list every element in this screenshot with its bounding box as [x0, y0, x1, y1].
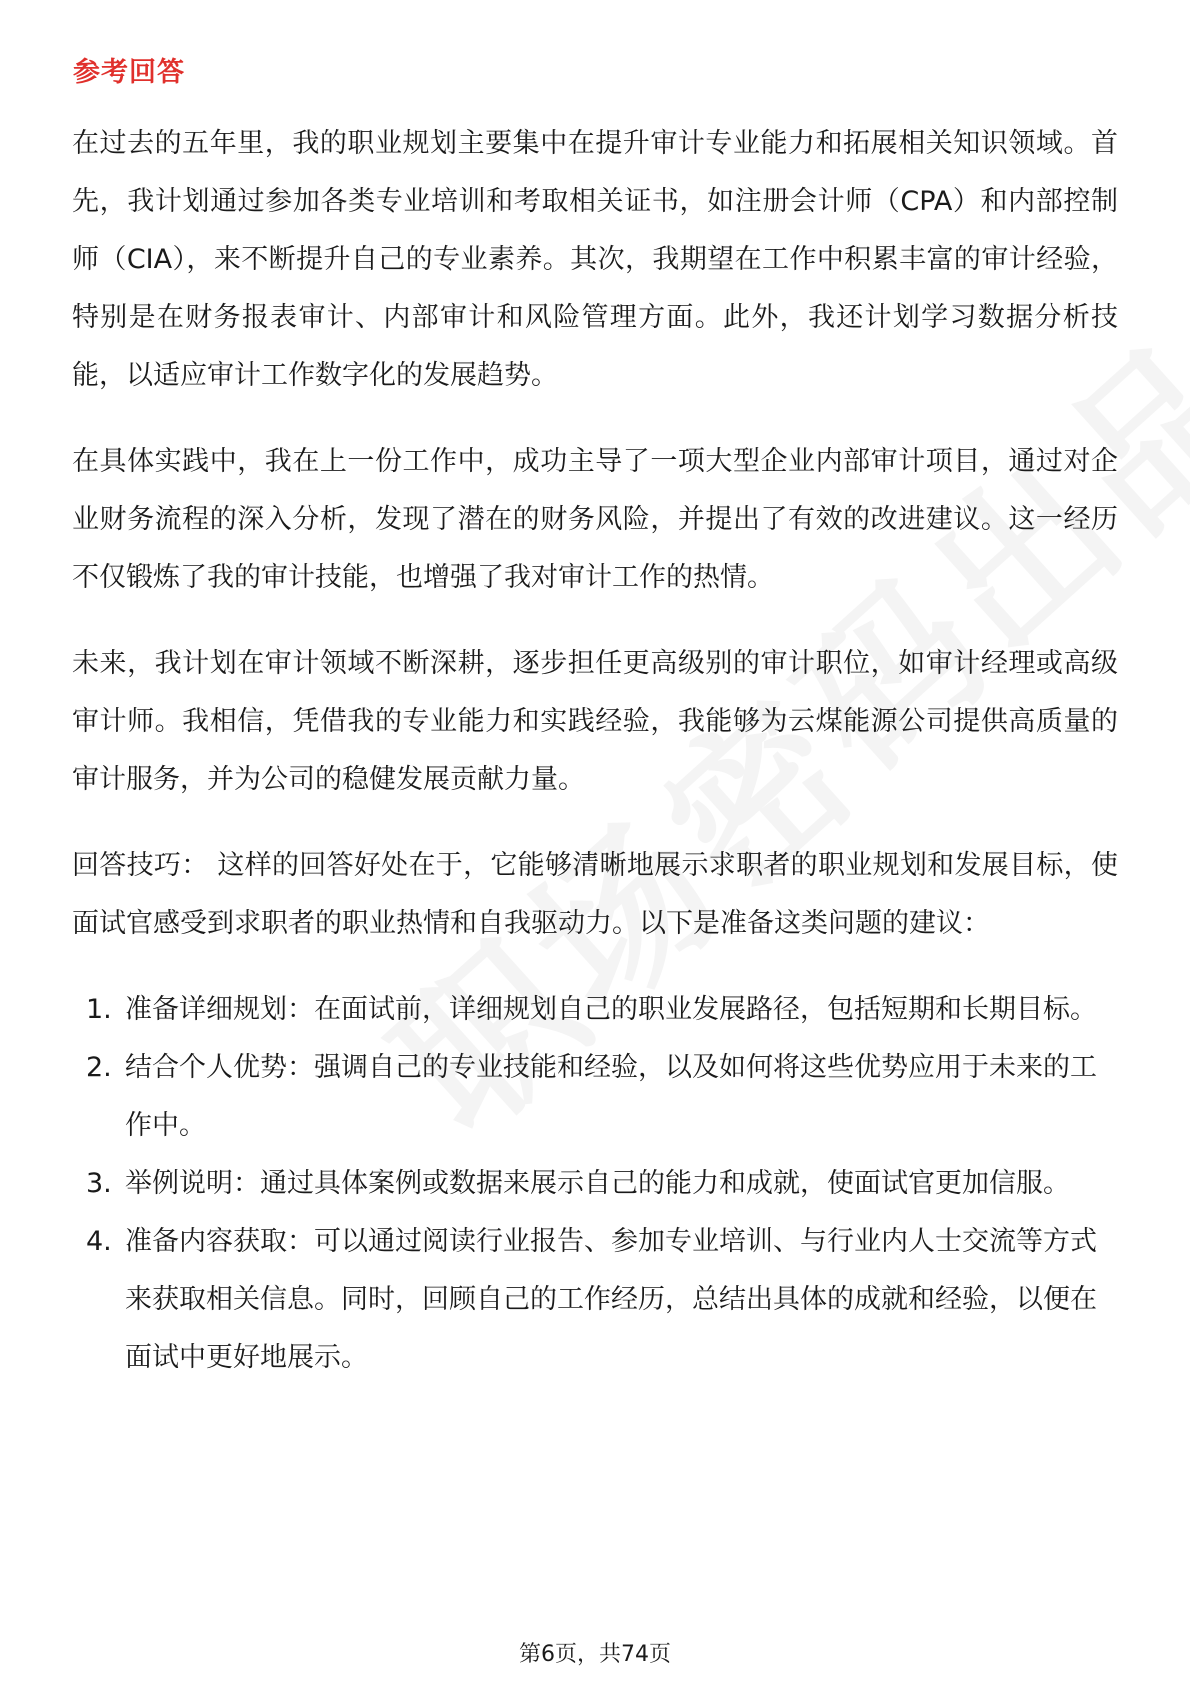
list-item-text: 准备内容获取：可以通过阅读行业报告、参加专业培训、与行业内人士交流等方式来获取相关信息。同时，回顾自己的工作经历，总结出具体的成就和经验，以便在面试中更好地展示。 — [125, 1226, 1097, 1373]
list-item-number: 3. — [86, 1168, 112, 1199]
list-item — [72, 1155, 1118, 1213]
list-item-text: 结合个人优势：强调自己的专业技能和经验，以及如何将这些优势应用于未来的工作中。 — [125, 1052, 1097, 1141]
tips-list — [72, 981, 1118, 1387]
page-number-footer: 第6页，共74页 — [519, 1642, 671, 1667]
list-item-number: 2. — [86, 1052, 112, 1083]
answer-content — [72, 115, 1118, 1387]
paragraph-answer-tips: 回答技巧： 这样的回答好处在于，它能够清晰地展示求职者的职业规划和发展目标，使面试官感受到求职者的职业热情和自我驱动力。以下是准备这类问题的建议： — [72, 850, 1118, 939]
list-item-number: 1. — [86, 994, 112, 1025]
list-item-text: 准备详细规划：在面试前，详细规划自己的职业发展路径，包括短期和长期目标。 — [125, 994, 1097, 1025]
list-item — [72, 1039, 1118, 1155]
list-item-number: 4. — [86, 1226, 112, 1257]
list-item-text: 举例说明：通过具体案例或数据来展示自己的能力和成就，使面试官更加信服。 — [125, 1168, 1070, 1199]
list-item — [72, 981, 1118, 1039]
paragraph-practice: 在具体实践中，我在上一份工作中，成功主导了一项大型企业内部审计项目，通过对企业财务流程的深入分析，发现了潜在的财务风险，并提出了有效的改进建议。这一经历不仅锻炼了我的审计技能，也增强了我对审计工作的热情。 — [72, 446, 1118, 593]
paragraph-future: 未来，我计划在审计领域不断深耕，逐步担任更高级别的审计职位，如审计经理或高级审计师。我相信，凭借我的专业能力和实践经验，我能够为云煤能源公司提供高质量的审计服务，并为公司的稳健发展贡献力量。 — [72, 648, 1118, 795]
list-item — [72, 1213, 1118, 1387]
section-title: 参考回答 — [73, 57, 185, 88]
paragraph-career-plan: 在过去的五年里，我的职业规划主要集中在提升审计专业能力和拓展相关知识领域。首先，我计划通过参加各类专业培训和考取相关证书，如注册会计师（CPA）和内部控制师（CIA），来不断提升自己的专业素养。其次，我期望在工作中积累丰富的审计经验，特别是在财务报表审计、内部审计和风险管理方面。此外，我还计划学习数据分析技能，以适应审计工作数字化的发展趋势。 — [72, 128, 1118, 391]
